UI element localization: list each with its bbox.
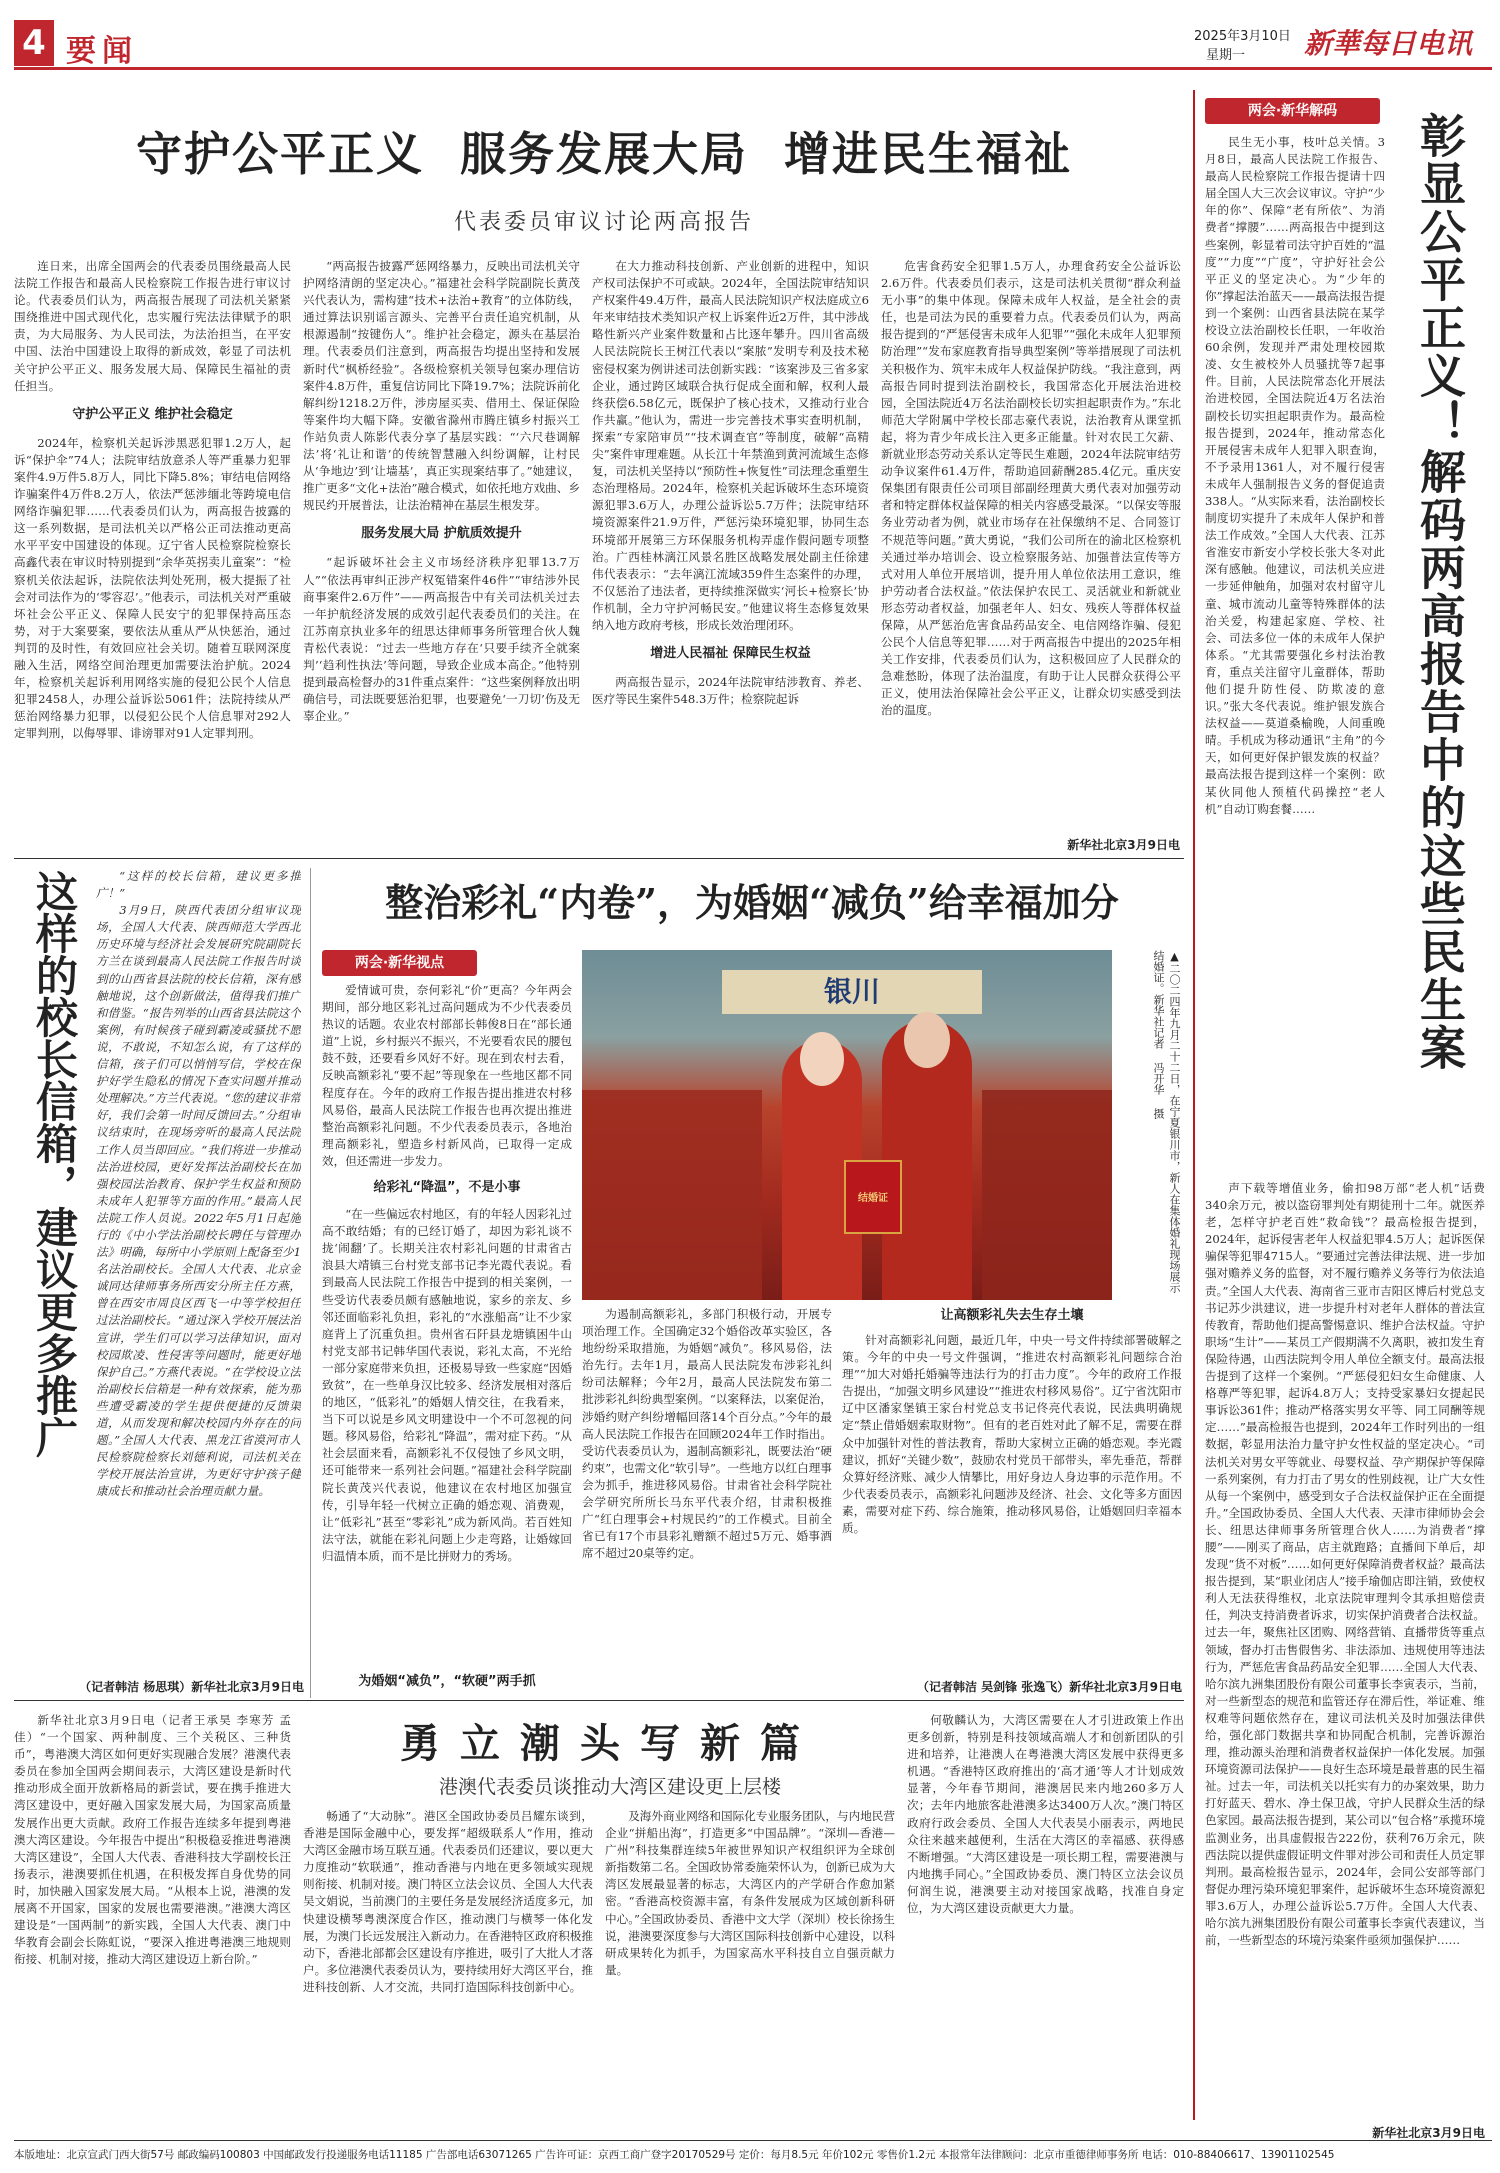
right-column-body-bottom-p: 声下载等增值业务，偷扣98万部“老人机”话费340余万元，被以盗窃罪判处有期徒刑十二年。就医养老，怎样守护老百姓“救命钱”？最高检报告提到，2024年，起诉侵害老年人权益犯罪4.5万人；起诉医保骗保等犯罪4715人。“要通过完善法律法规、进一步加强对赡养义务的监督，对不履行赡养义务等行为依法追责。”全国人大代表、海南省三亚市吉阳区博后村党总支书记苏少洪建议，进一步提升村对老年人群体的普法宣传教育，帮助他们提高警惕意识、维护合法权益。守护职场“生计”——某员工产假期满不久离职，被扣发生育保险待遇，山西法院判令用人单位全额支付。最高法报告提到了这样一个案例。“严惩侵犯妇女生命健康、人格尊严等犯罪，起诉4.8万人；支持受家暴妇女提起民事诉讼361件；推动严格落实男女平等、同工同酬等规定……”最高检报告也提到，2024年工作时列出的一组数据，彰显用法治力量守护女性权益的坚定决心。“司法机关对男女平等就业、母婴权益、孕产期保护等保障一系列案例，有力打击了男女的性别歧视，让广大女性从每一个案例中，感受到女子合法权益保护正在全面提升。”全国政协委员、全国人大代表、天津市律师协会会长、纽思达律师事务所管理合伙人……为消费者“撑腰”——刚买了商品，店主就跑路；直播间下单后，却发现“货不对板”……如何更好保障消费者权益？最高法报告提到，某“职业闭店人”接手瑜伽店即注销，致使权利人无法获得维权，北京法院审理判令其承担赔偿责任，判决支持消费者诉求，切实保护消费者合法权益。过去一年，聚焦社区团购、网络营销、直播带货等重点领域，督办打击售假售劣、非法添加、违规使用等违法行为，严惩危害食品药品安全犯罪……全国人大代表、哈尔滨九洲集团股份有限公司董事长李寅表示，当前，对一些新型态的规范和监管还存在滞后性，举证难、维权难等问题依然存在，建议司法机关及时加强法律供给，强化部门数据共享和协同配合机制，完善诉源治理，推动源头治理和消费者权益保护一体化发展。加强环境资源司法保护——良好生态环境是最普惠的民生福祉。过去一年，司法机关以托实有力的办案效果，助力打好蓝天、碧水、净土保卫战，守护人民群众生活的绿色家园。最高法报告提到，某公司以“包合格”承揽环境监测业务，出具虚假报告222份，获利76万余元，陕西法院以提供虚假证明文件罪对涉公司和责任人员定罪判刑。最高检报告显示，2024年，会同公安部等部门督促办理污染环境犯罪案件，起诉破坏生态环境资源犯罪3.6万人，办理公益诉讼5.7万件。全国人大代表、哈尔滨九洲集团股份有限公司董事长李寅代表建议，当前，一些新型态的环境污染案件亟须加强保护…… <box>1205 1181 1485 1948</box>
bride-story-headline: 整治彩礼“内卷”，为婚姻“减负”给幸福加分 <box>385 880 1119 925</box>
top-story-col1-p2: 2024年，检察机关起诉涉黑恶犯罪1.2万人，起诉“保护伞”74人；法院审结放意杀人等严重暴力犯罪案件4.9万件5.8万人，同比下降5.8%；审结电信网络诈骗案件4万件8.2万人，依法严惩涉缅北等跨境电信网络诈骗犯罪……代表委员们认为，两高报告披露的这一系列数据，是司法机关以严格公正司法推动更高水平平安中国建设的体现。辽宁省人民检察院检察长高鑫代表在审议时特别提到“余华英拐卖儿童案”：“检察机关依法起诉，法院依法判处死刑，极大提振了社会对司法作为的‘零容忍’。”他表示，司法机关对严重破坏社会公平正义、保障人民安宁的犯罪保持高压态势，对于大案要案，要依法从重从严从快惩治，通过判罚的及时性，有效回应社会关切。随着互联网深度融入生活，网络空间治理更加需要法治护航。2024年，检察机关起诉利用网络实施的侵犯公民个人信息犯罪2458人，办理公益诉讼5061件；法院持续从严惩治网络暴力犯罪，以侵犯公民个人信息罪对292人定罪判刑，以侮辱罪、诽谤罪对91人定罪判刑。 <box>14 435 291 741</box>
bride-story-sub-2: 为婚姻“减负”，“软硬”两手抓 <box>358 1674 536 1689</box>
divider-top <box>14 858 1184 859</box>
bride-story-sub-1: 给彩礼“降温”，不是小事 <box>373 1180 521 1196</box>
right-column-headline: 彰显公平正义！解码两高报告中的这些民生案 <box>1413 112 1467 1072</box>
top-story-subhead: 代表委员审议讨论两高报告 <box>453 210 754 235</box>
bride-story-col3 <box>842 1306 1182 1676</box>
top-story-byline: 新华社北京3月9日电 <box>1067 838 1180 852</box>
bay-story-col2-p: 畅通了“大动脉”。港区全国政协委员吕耀东谈到，香港是国际金融中心，要发挥“超级联系人”作用，推动大湾区金融市场互联互通。代表委员们还建议，要以更大力度推动“软联通”，推动香港与内地在更多领域实现规则衔接、机制对接。澳门特区立法会议员、全国人大代表吴文娟说，当前澳门的主要任务是发展经济适度多元，加快建设横琴粤澳深度合作区，推动澳门与横琴一体化发展，为澳门长远发展注入新动力。在香港特区政府积极推动下，香港北部都会区建设有序推进，吸引了大批人才落户。多位港澳代表委员认为，要持续用好大湾区平台，推进科技创新、人才交流，共同打造国际科技创新中心。 <box>303 1809 593 1994</box>
top-story-col4-p1: 危害食药安全犯罪1.5万人，办理食药安全公益诉讼2.6万件。代表委员们表示，这是司法机关贯彻“群众利益无小事”的集中体现。保障未成年人权益，是全社会的责任，也是司法为民的重要着力点。代表委员们认为，两高报告提到的“严惩侵害未成年人犯罪”“强化未成年人犯罪预防治理”“发布家庭教育指导典型案例”等举措展现了司法机关积极作为、筑牢未成年人权益保护防线。“我注意到，两高报告同时提到法治副校长，我国常态化开展法治进校园，全国法院近4万名法治副校长切实担起职责作为。”东北师范大学附属中学校长邵志豪代表说，法治教育从课堂抓起，将为青少年成长注入更多正能量。针对农民工欠薪、新就业形态劳动关系认定等民生难题，2024年法院审结劳动争议案件61.4万件，帮助追回薪酬285.4亿元。重庆安保集团有限责任公司项目部副经理黄大勇代表对加强劳动者和特定群体权益保障的相关内容感受最深。“以保安等服务业劳动者为例，就业市场存在社保缴纳不足、合同签订不规范等问题。”黄大勇说，“我们公司所在的渝北区检察机关通过举办培训会、设立检察服务站、加强普法宣传等方式对用人单位开展培训，提升用人单位依法用工意识，维护劳动者合法权益。”依法保护农民工、灵活就业和新就业形态劳动者权益，加强老年人、妇女、残疾人等群体权益保障，从严惩治危害食品药品安全、电信网络诈骗、侵犯公民个人信息等犯罪……对于两高报告中提出的2025年相关工作安排，代表委员们认为，这积极回应了人民群众的急难愁盼，体现了法治温度，有助于让人民群众获得公平正义，使用法治保障社会公平正义，让群众切实感受到法治的温度。 <box>881 259 1181 718</box>
brand-logo: 新華每日电讯 <box>1304 27 1473 60</box>
top-story-col2-p2: “起诉破坏社会主义市场经济秩序犯罪13.7万人”“依法再审纠正涉产权冤错案件46件”“审结涉外民商事案件2.6万件”——两高报告中有关司法机关过去一年护航经济发展的成效引起代表委员们的关注。在江苏南京执业多年的纽思达律师事务所管理合伙人魏青松代表说：“过去一些地方存在‘只要手续齐全就案判’‘趋利性执法’等问题，导致企业成本高企。”他特别提到最高检督办的31件重点案件：“这些案例释放出明确信号，司法既要惩治犯罪，也要避免‘一刀切’伤及无辜企业。” <box>303 555 580 724</box>
bay-story-col3 <box>605 1808 895 2122</box>
bay-story-col3-p: 及海外商业网络和国际化专业服务团队，与内地民营企业“拼船出海”，打造更多“中国品牌”。“深圳—香港—广州”科技集群连续5年被世界知识产权组织评为全球创新指数第二名。全国政协常委施荣怀认为，创新已成为大湾区发展最显著的标志，大湾区内的产学研合作愈加紧密。“香港高校资源丰富，有条件发展成为区域创新科研中心。”全国政协委员、香港中文大学（深圳）校长徐扬生说，港澳要深度参与大湾区国际科技创新中心建设，以科研成果转化为抓手，为国家高水平科技自立自强贡献力量。 <box>605 1809 895 1977</box>
photo-banner: 银川 <box>722 970 982 1014</box>
masthead <box>14 20 1492 70</box>
photo-caption: ▲二〇二四年九月二十二日，在宁夏银川市，新人在集体婚礼现场展示结婚证。新华社记者 冯开华 摄 <box>1152 950 1181 1293</box>
issue-weekday: 星期一 <box>1206 48 1246 63</box>
bride-story-body-b: 为遏制高额彩礼，多部门积极行动，开展专项治理工作。全国确定32个婚俗改革实验区，各地纷纷采取措施，为婚姻“减负”。移风易俗，法治先行。去年1月，最高人民法院发布涉彩礼纠纷司法解释；今年2月，最高人民法院发布第二批涉彩礼纠纷典型案例。“以案释法，以案促治，涉婚约财产纠纷增幅回落14个百分点。”今年的最高人民法院工作报告在回顾2024年工作时指出。受访代表委员认为，遏制高额彩礼，既要法治“硬约束”，也需文化“软引导”。一些地方以红白理事会为抓手，推进移风易俗。甘肃省社会科学院社会学研究所所长马东平代表介绍，甘肃积极推广“红白理事会+村规民约”的工作模式。目前全省已有17个市县彩礼赠额不超过5万元、婚事酒席不超过20桌等约定。 <box>582 1307 832 1561</box>
principal-story-body <box>96 868 301 1678</box>
crowd-right <box>982 1090 1112 1300</box>
right-column-band: 两会·新华解码 <box>1205 98 1380 124</box>
top-story-section-1: 守护公平正义 维护社会稳定 <box>72 406 233 422</box>
top-story-headline: 守护公平正义 服务发展大局 增进民生福祉 <box>135 127 1073 181</box>
principal-story-headline: 这样的校长信箱，建议更多推广 <box>30 870 79 1458</box>
bay-story-subhead: 港澳代表委员谈推动大湾区建设更上层楼 <box>438 1776 781 1798</box>
right-column-body-bottom <box>1205 1180 1485 2120</box>
top-story-col4 <box>881 258 1181 836</box>
bride-story-body-a: “在一些偏远农村地区，有的年轻人因彩礼过高不敢结婚；有的已经订婚了，却因为彩礼谈不拢‘闹翻’了。长期关注农村彩礼问题的甘肃省古浪县大靖镇三台村党支部书记李光霞代表说。看到最高人民法院工作报告中提到的相关案例，一些受访代表委员颇有感触地说，家乡的亲友、乡邻还面临彩礼负担，彩礼的“水涨船高”让不少家庭背上了沉重负担。贵州省石阡县龙塘镇困牛山村党支部书记韩华国代表说，彩礼太高，不光给一部分家庭带来负担，还极易导致一些家庭“因婚致贫”，在一些单身汉比较多、经济发展相对落后的地区，“低彩礼”的婚姻人情交往，在我看来，当下可以说是乡风文明建设中一个不可忽视的问题。移风易俗，给彩礼“降温”，需对症下药。“从社会层面来看，高额彩礼不仅侵蚀了乡风文明，还可能带来一系列社会问题。”福建社会科学院副院长黄茂兴代表说，他建议在农村地区加强宣传，引导年轻一代树立正确的婚恋观、消费观，让“低彩礼”甚至“零彩礼”成为新风尚。若百姓知法守法，就能在彩礼问题上少走弯路，让婚嫁回归温情本质，而不是比拼财力的秀场。 <box>322 1207 572 1563</box>
page-number: 4 <box>14 20 54 66</box>
bride-face <box>800 1032 844 1086</box>
bay-story-col1-p: 新华社北京3月9日电（记者王承昊 李寒芳 孟佳）“一个国家、两种制度、三个关税区、三种货币”，粤港澳大湾区如何更好实现融合发展？港澳代表委员在参加全国两会期间表示，大湾区建设是新时代推动形成全面开放新格局的新尝试，要在携手推进大湾区建设中，更好融入国家发展大局，为国家高质量发展作出更大贡献。政府工作报告连续多年提到粤港澳大湾区建设。今年报告中提出“积极稳妥推进粤港澳大湾区建设”，全国人大代表、香港科技大学副校长汪扬表示，港澳要抓住机遇，在积极发挥自身优势的同时，加快融入国家发展大局。“从根本上说，港澳的发展离不开国家，国家的发展也需要港澳。”港澳大湾区建设是“一国两制”的新实践，全国人大代表、澳门中华教育会副会长陈虹说，“要深入推进粤港澳三地规则衔接、机制对接，推动大湾区建设迈上新台阶。” <box>14 1713 291 1967</box>
top-story-col2 <box>303 258 580 854</box>
top-story-col2-p1: “两高报告披露严惩网络暴力，反映出司法机关守护网络清朗的坚定决心。”福建社会科学院副院长黄茂兴代表认为，需构建“技术+法治+教育”的立体防线，通过算法识别谣言源头、完善平台责任追究机制，从根源遏制“按键伤人”。维护社会稳定，源头在基层治理。代表委员们注意到，两高报告均提出坚持和发展新时代“枫桥经验”。各级检察机关领导包案办理信访案件4.8万件，重复信访同比下降19.7%；法院诉前化解纠纷1218.2万件，涉房屋买卖、借用土、保证保险等案件均大幅下降。安徽省滁州市腾庄镇乡村振兴工作站负责人陈影代表分享了基层实践：“‘六尺巷调解法’将‘礼让和谐’的传统智慧融入纠纷调解，让村民从‘争地边’到‘让墙基’，真正实现案结事了。”她建议，推广更多“文化+法治”融合模式，如依托地方戏曲、乡规民约开展普法，让法治精神在基层生根发芽。 <box>303 259 580 513</box>
top-story-col3-p2: 两高报告显示，2024年法院审结涉教育、养老、医疗等民生案件548.3万件；检察院起诉 <box>592 675 869 707</box>
principal-story-rule <box>310 868 311 1698</box>
bay-story-col4 <box>907 1712 1184 2122</box>
right-column-body-top-p: 民生无小事，枝叶总关情。3月8日，最高人民法院工作报告、最高人民检察院工作报告提请十四届全国人大三次会议审议。守护“少年的你”、保障“老有所依”、为消费者“撑腰”……两高报告中提到这些案例，彰显着司法守护百姓的“温度”“力度”“广度”，守护好社会公平正义的坚定决心。为“少年的你”撑起法治蓝天——最高法报告提到一个案例：山西省县法院在某学校设立法治副校长任职，一年收治60余例，发现并严肃处理校园欺凌、女生被校外人员骚扰等7起事件。目前，人民法院常态化开展法治进校园，全国法院近4万名法治副校长切实担起职责作为。最高检报告提到，2024年，推动常态化开展侵害未成年人犯罪入职查询，不予录用1361人，对不履行侵害未成年人强制报告义务的督促追责338人。“从实际来看，法治副校长制度切实提升了未成年人保护和普法工作成效。”全国人大代表、江苏省淮安市新安小学校长张大冬对此深有感触。他建议，司法机关应进一步延伸触角，加强对农村留守儿童、城市流动儿童等特殊群体的法治关爱，构建起家庭、学校、社会、司法多位一体的未成年人保护体系。“尤其需要强化乡村法治教育，重点关注留守儿童群体，帮助他们提升防性侵、防欺凌的意识。”张大冬代表说。维护银发族合法权益——莫道桑榆晚，人间重晚晴。手机成为移动通讯“主角”的今天，如何更好保护银发族的权益？最高法报告提到这样一个案例：欧某伙同他人预植代码操控“老人机”自动订购套餐…… <box>1205 135 1385 816</box>
divider-bottom <box>14 1700 1184 1701</box>
issue-date: 2025年3月10日 <box>1194 29 1291 44</box>
top-story-col3 <box>592 258 869 854</box>
bay-story-col1 <box>14 1712 291 2122</box>
top-story-col1 <box>14 258 291 854</box>
bride-story-intro: 爱情诚可贵，奈何彩礼“价”更高？今年两会期间，部分地区彩礼过高问题成为不少代表委员热议的话题。农业农村部部长韩俊8日在“部长通道”上说，乡村振兴不振兴，不光要看农民的腰包鼓不鼓，还要看乡风好不好。现在到农村去看，反映高额彩礼“要不起”等现象在一些地区都不同程度存在。今年的政府工作报告提出推进农村移风易俗，最高人民法院工作报告也再次提出推进整治高额彩礼问题。不少代表委员表示，各地治理高额彩礼，塑造乡村新风尚，已取得一定成效，但还需进一步发力。 <box>322 983 572 1168</box>
wedding-photo <box>582 950 1112 1300</box>
right-column-body-top <box>1205 134 1385 1174</box>
bride-story-body-c: 针对高额彩礼问题，最近几年，中央一号文件持续部署破解之策。今年的中央一号文件强调，“推进农村高额彩礼问题综合治理”“加大对婚托婚骗等违法行为的打击力度”。今年的政府工作报告提出，“加强文明乡风建设”“推进农村移风易俗”。辽宁省沈阳市辽中区潘家堡镇王家台村党总支书记佟亮代表说，民法典明确规定“禁止借婚姻索取财物”。但有的老百姓对此了解不足，需要在群众中加强针对性的普法教育，帮助大家树立正确的婚恋观。李光霞建议，抓好“关键少数”，鼓励农村党员干部带头，率先垂范，帮群众算好经济账、减少人情攀比，用好身边人身边事的示范作用。不少代表委员表示，高额彩礼问题涉及经济、社会、文化等多方面因素，需要对症下药、综合施策，推动移风易俗，让婚姻回归幸福本质。 <box>842 1333 1182 1536</box>
marriage-certificate: 结婚证 <box>844 1160 902 1234</box>
principal-story-quote: “这样的校长信箱，建议更多推广！” <box>96 869 301 901</box>
footer-text: 本版地址：北京宣武门西大街57号 邮政编码100803 中国邮政发行投递服务电话11185 广告部电话63071265 广告许可证：京西工商广登字20170529号 定价：每月8.5元 年价102元 零售价1.2元 本报常年法律顾问：北京市重德律师事务所 电话：010-88406617、13901102545 <box>14 2149 1335 2161</box>
principal-story-text: 3月9日，陕西代表团分组审议现场，全国人大代表、陕西师范大学西北历史环境与经济社会发展研究院副院长方兰在谈到最高人民法院工作报告时谈到的山西省县法院的校长信箱，深有感触地说，这个创新做法，值得我们推广和借鉴。“报告列举的山西省县法院这个案例，有时候孩子碰到霸凌或骚扰不愿说，不敢说，不知怎么说，有了这样的信箱，孩子们可以悄悄写信，学校在保护好学生隐私的情况下查实问题并推动处理解决。”方兰代表说。“您的建议非常好，我们会第一时间反馈回去。”分组审议结束时，在现场旁听的最高人民法院工作人员当即回应。“我们将进一步推动法治进校园，更好发挥法治副校长在加强校园法治教育、保护学生权益和预防未成年人犯罪等方面的作用。”最高人民法院工作人员说。2022年5月1日起施行的《中小学法治副校长聘任与管理办法》明确，每所中小学原则上配备至少1名法治副校长。全国人大代表、北京金诚同达律师事务所西安分所主任方燕，曾在西安市周良区西飞一中等学校担任过法治副校长。“通过深入学校开展法治宣讲，学生们可以学习法律知识，面对校园欺凌、性侵害等问题时，能更好地保护自己。”方燕代表说。“在学校设立法治副校长信箱是一种有效探索，能为那些遭受霸凌的学生提供便捷的反馈渠道，从而发现和解决校园内外存在的问题。”全国人大代表、黑龙江省漠河市人民检察院检察长刘德利说，司法机关在学校开展法治宣讲，为更好守护孩子健康成长和推动社会治理贡献力量。 <box>96 903 301 1499</box>
top-story-col1-p1: 连日来，出席全国两会的代表委员围绕最高人民法院工作报告和最高人民检察院工作报告进行审议讨论。代表委员们认为，两高报告展现了司法机关紧紧围绕推进中国式现代化，忠实履行宪法法律赋予的职责，为大局服务、为人民司法，为法治担当，在平安中国、法治中国建设上取得的新成效，彰显了司法机关守护公平正义、服务发展大局、保障民生福祉的责任担当。 <box>14 259 291 393</box>
bay-story-col2 <box>303 1808 593 2122</box>
top-story-section-3: 增进人民福祉 保障民生权益 <box>650 646 811 662</box>
crowd-left <box>582 1090 762 1300</box>
bay-story-col4-p: 何敬麟认为，大湾区需要在人才引进政策上作出更多创新，特别是科技领域高端人才和创新团队的引进和培养，让港澳人在粤港澳大湾区发展中获得更多机遇。“香港特区政府推出的‘高才通’等人才计划成效显著，今年春节期间，港澳居民来内地260多万人次；去年内地旅客赴港澳多达3400万人次。”澳门特区政府行政会委员、全国人大代表吴小丽表示，两地民众往来越来越便利，生活在大湾区的幸福感、获得感不断增强。“大湾区建设是一项长期工程，需要港澳与内地携手同心。”全国政协委员、澳门特区立法会议员何润生说，港澳要主动对接国家战略，找准自身定位，为大湾区建设贡献更大力量。 <box>907 1713 1184 1916</box>
right-column-byline: 新华社北京3月9日电 <box>1372 2126 1485 2140</box>
bride-story-byline: （记者韩洁 吴剑锋 张逸飞）新华社北京3月9日电 <box>916 1680 1182 1694</box>
footer <box>14 2140 1492 2162</box>
bride-story-sub-3: 让高额彩礼失去生存土壤 <box>940 1308 1084 1323</box>
groom-face <box>904 1012 950 1068</box>
bay-story-headline: 勇立潮头写新篇 <box>400 1720 820 1767</box>
bride-story-col1 <box>322 982 572 1692</box>
top-story-section-2: 服务发展大局 护航质效提升 <box>361 526 522 542</box>
top-story-col3-p1: 在大力推动科技创新、产业创新的进程中，知识产权司法保护不可或缺。2024年，全国法院审结知识产权案件49.4万件，最高人民法院知识产权法庭成立6年来审结技术类知识产权上诉案件近2万件，其中涉战略性新兴产业案件数量和占比逐年攀升。四川省高级人民法院院长王树江代表以“案脓”发明专利及技术秘密侵权案为例讲述司法创新实践：“该案涉及三省多家企业，通过跨区域联合执行促成全面和解，权利人最终获偿6.58亿元，既保护了核心技术，又推动行业合作共赢。”他认为，需进一步完善技术事实查明机制，探索“专家陪审员”“技术调查官”等制度，破解“高精尖”案件审理难题。从长江十年禁渔到黄河流域生态修复，司法机关坚持以“预防性+恢复性”司法理念重塑生态治理格局。2024年，检察机关起诉破坏生态环境资源犯罪3.6万人，办理公益诉讼5.7万件；法院审结环境资源案件21.9万件，严惩污染环境犯罪，协同生态环境部开展第三方环保服务机构弄虚作假问题专项整治。广西桂林漓江风景名胜区战略发展处副主任徐建伟代表表示：“去年漓江流域359件生态案件的办理，不仅惩治了违法者，更持续推深做实‘河长+检察长’协作机制，全力守护河畅民安。”他建议将生态修复效果纳入地方政府考核，形成长效治理闭环。 <box>592 259 869 632</box>
bride-story-col2 <box>582 1306 832 1692</box>
section-name: 要闻 <box>66 34 138 69</box>
right-column-rule <box>1193 90 1195 2120</box>
principal-story-byline: （记者韩洁 杨思琪）新华社北京3月9日电 <box>79 1680 304 1694</box>
bride-story-band: 两会·新华视点 <box>322 950 477 976</box>
